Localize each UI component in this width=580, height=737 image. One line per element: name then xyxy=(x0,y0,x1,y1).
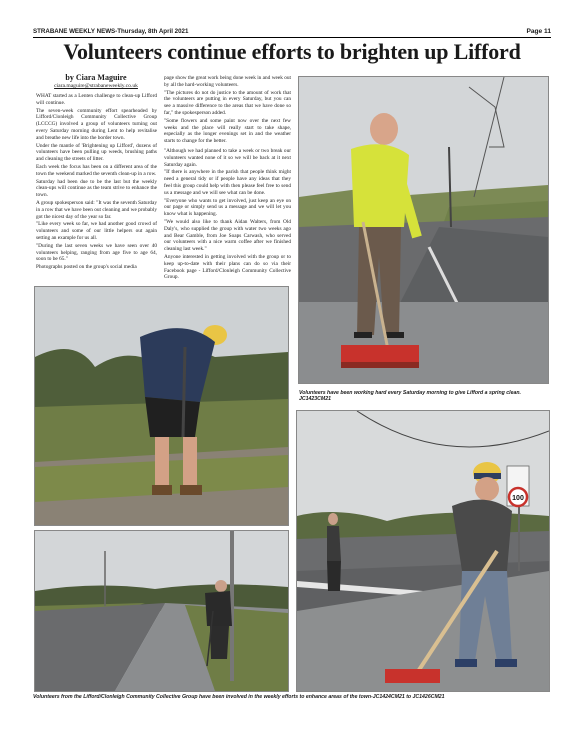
paragraph: "We would also like to thank Aidan Walters, from Old Daly's, who supplied the group with water two weeks ago and Bear Gamble, from Joe Soaps Carwash, who served our volunteers with a nice warm coffee after we finished cleaning last week." xyxy=(164,218,291,253)
paragraph: Saturday had been due to be the last but the weekly clean-ups will continue as the team strive to enhance the town. xyxy=(36,178,157,199)
headline: Volunteers continue efforts to brighten up Lifford xyxy=(63,39,521,64)
author-email[interactable]: ciara.maguire@strabaneweekly.co.uk xyxy=(54,83,138,89)
photo-hivis-volunteer xyxy=(298,76,549,384)
paragraph: "During the last seven weeks we have seen over 40 volunteers helping, ranging from age five to age 64, soon to be 65." xyxy=(36,242,157,263)
paragraph: "Like every week so far, we had another good crowd of volunteers and some of our little helpers out again setting an example for us all. xyxy=(36,221,157,241)
photo-bending-volunteer xyxy=(34,286,289,526)
article-column-1 xyxy=(36,93,157,272)
author-name: by Ciara Maguire xyxy=(65,73,127,82)
article-column-3 xyxy=(164,148,291,282)
paragraph: The seven-week community effort spearheaded by Lifford/Clonleigh Community Collective Group (LCCCG) involved a group of volunteers turning out every Saturday morning during Lent to help revitalise and breathe new life into the border town. xyxy=(36,107,157,141)
page-header xyxy=(33,26,551,38)
paragraph: "Some flowers and some paint now over the next few weeks and the place will really start to take shape, especially as the longer evenings set in and the weather starts to change for the better. xyxy=(164,117,291,145)
publication-line: STRABANE WEEKLY NEWS-Thursday, 8th April 2021 xyxy=(33,28,189,35)
article-column-2 xyxy=(164,75,291,146)
photo-caption-right: Volunteers have been working hard every Saturday morning to give Lifford a spring clean. JC1423CM21 xyxy=(299,390,521,403)
paragraph: A group spokesperson said: "It was the seventh Saturday in a row that we have been out cleaning and we probably got the nicest day of the year so far. xyxy=(36,199,157,220)
photo-caption-bottom: Volunteers from the Lifford/Clonleigh Community Collective Group have been involved in the weekly efforts to enhance areas of the town-JC1424CM21 to JC1426CM21 xyxy=(33,694,445,700)
photo-roadside-volunteers xyxy=(34,530,289,692)
byline xyxy=(36,73,156,90)
page-number: Page 11 xyxy=(526,28,551,35)
paragraph: Each week the focus has been on a different area of the town the weekend marked the seventh clean-up in a row. xyxy=(36,163,157,177)
paragraph: Under the mantle of 'Brightening up Lifford', dozens of volunteers have been pulling up weeds, brushing paths and cleaning the streets of litter. xyxy=(36,142,157,163)
paragraph: WHAT started as a Lenten challenge to clean-up Lifford will continue. xyxy=(36,93,157,106)
speed-sign-text: 100 xyxy=(512,495,524,502)
paragraph: "Everyone who wants to get involved, just keep an eye on our page or simply send us a message and we will let you know what is happening. xyxy=(164,197,291,218)
photo-bobble-hat-volunteer xyxy=(296,410,550,692)
paragraph: page show the great work being done week in and week out by all the hard-working volunteers. xyxy=(164,75,291,88)
paragraph: "Although we had planned to take a week or two break our volunteers wanted none of it so we will be back at it next Saturday again. xyxy=(164,148,291,168)
paragraph: Photographs posted on the group's social media xyxy=(36,264,137,271)
paragraph: Anyone interested in getting involved with the group or to keep up-to-date with their plans can do so via their Facebook page - Lifford/Clonleigh Community Collective Group. xyxy=(164,253,291,281)
paragraph: "The pictures do not do justice to the amount of work that the volunteers are putting in every Saturday, but you can see a massive difference to the areas that we have done so far," the spokesperson added. xyxy=(164,89,291,116)
paragraph: "If there is anywhere in the parish that people think might need a general tidy or if people have any ideas that they feel this group could help with then please feel free to send us a message and we will see what can be done. xyxy=(164,169,291,196)
